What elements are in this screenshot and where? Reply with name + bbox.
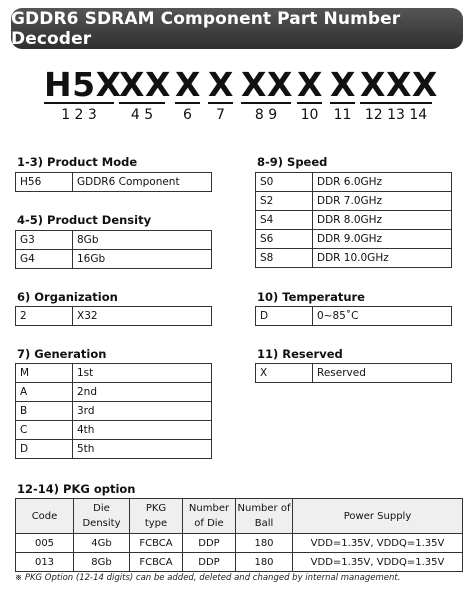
- value-cell: DDR 10.0GHz: [313, 249, 452, 268]
- power-supply-cell: VDD=1.35V, VDDQ=1.35V: [293, 534, 463, 553]
- code-cell: X: [256, 364, 313, 383]
- reserved-table: [255, 363, 452, 383]
- number-of-die-cell: DDP: [183, 553, 236, 572]
- temperature-table: [255, 306, 452, 326]
- number-of-die-cell: DDP: [183, 534, 236, 553]
- table-row: [16, 231, 212, 250]
- reserved-heading: 11) Reserved: [257, 347, 343, 361]
- temperature-heading: 10) Temperature: [257, 290, 365, 304]
- table-row: [16, 421, 212, 440]
- table-row: [16, 534, 463, 553]
- value-cell: DDR 8.0GHz: [313, 211, 452, 230]
- product-mode-heading: 1-3) Product Mode: [17, 155, 138, 169]
- value-cell: DDR 6.0GHz: [313, 173, 452, 192]
- code-cell: S4: [256, 211, 313, 230]
- die-density-cell: 8Gb: [74, 553, 130, 572]
- table-row: [256, 249, 452, 268]
- power-supply-cell: VDD=1.35V, VDDQ=1.35V: [293, 553, 463, 572]
- code-cell: S2: [256, 192, 313, 211]
- code-cell: A: [16, 383, 73, 402]
- table-row: [256, 364, 452, 383]
- code-cell: D: [256, 307, 313, 326]
- table-row: [256, 211, 452, 230]
- value-cell: 8Gb: [73, 231, 212, 250]
- table-row: [16, 440, 212, 459]
- code-cell: D: [16, 440, 73, 459]
- code-cell: M: [16, 364, 73, 383]
- value-cell: GDDR6 Component: [73, 173, 212, 192]
- table-header-row: [16, 499, 463, 534]
- pkg-option-table: [15, 498, 463, 572]
- value-cell: DDR 9.0GHz: [313, 230, 452, 249]
- value-cell: 5th: [73, 440, 212, 459]
- value-cell: 1st: [73, 364, 212, 383]
- value-cell: 3rd: [73, 402, 212, 421]
- value-cell: 2nd: [73, 383, 212, 402]
- table-row: [16, 364, 212, 383]
- code-cell: H56: [16, 173, 73, 192]
- value-cell: 0~85˚C: [313, 307, 452, 326]
- code-cell: G3: [16, 231, 73, 250]
- page-title: GDDR6 SDRAM Component Part Number Decoder: [11, 8, 463, 49]
- column-header-die-density: Die Density: [74, 499, 130, 534]
- pattern-segment-11: X 11: [330, 65, 356, 123]
- generation-heading: 7) Generation: [17, 347, 107, 361]
- die-density-cell: 4Gb: [74, 534, 130, 553]
- product-density-heading: 4-5) Product Density: [17, 213, 152, 227]
- column-header-pkg-type: PKG type: [130, 499, 183, 534]
- generation-table: [15, 363, 212, 459]
- table-row: [256, 230, 452, 249]
- table-row: [16, 250, 212, 269]
- column-header-number-of-die: Number of Die: [183, 499, 236, 534]
- table-row: [256, 307, 452, 326]
- table-row: [16, 173, 212, 192]
- footnote: ※ PKG Option (12-14 digits) can be added, deleted and changed by internal management.: [15, 573, 401, 583]
- speed-table: [255, 172, 452, 268]
- number-of-ball-cell: 180: [236, 534, 293, 553]
- table-row: [256, 192, 452, 211]
- code-cell: 2: [16, 307, 73, 326]
- speed-heading: 8-9) Speed: [257, 155, 328, 169]
- code-cell: 005: [16, 534, 74, 553]
- pkg-type-cell: FCBCA: [130, 534, 183, 553]
- code-cell: S0: [256, 173, 313, 192]
- value-cell: 16Gb: [73, 250, 212, 269]
- pattern-segment-1-3: H5X 1 2 3: [44, 65, 122, 123]
- organization-heading: 6) Organization: [17, 290, 118, 304]
- table-row: [256, 173, 452, 192]
- column-header-power-supply: Power Supply: [293, 499, 463, 534]
- value-cell: DDR 7.0GHz: [313, 192, 452, 211]
- column-header-code: Code: [16, 499, 74, 534]
- number-of-ball-cell: 180: [236, 553, 293, 572]
- value-cell: 4th: [73, 421, 212, 440]
- value-cell: Reserved: [313, 364, 452, 383]
- code-cell: S6: [256, 230, 313, 249]
- product-density-table: [15, 230, 212, 269]
- pattern-segment-7: X 7: [208, 65, 234, 123]
- table-row: [16, 402, 212, 421]
- table-row: [16, 307, 212, 326]
- pattern-segment-10: X 10: [297, 65, 323, 123]
- table-row: [16, 383, 212, 402]
- table-row: [16, 553, 463, 572]
- pattern-segment-4-5: XX 4 5: [119, 65, 171, 123]
- code-cell: G4: [16, 250, 73, 269]
- code-cell: 013: [16, 553, 74, 572]
- pattern-segment-12-14: XXX 12 13 14: [360, 65, 438, 123]
- column-header-number-of-ball: Number of Ball: [236, 499, 293, 534]
- code-cell: B: [16, 402, 73, 421]
- pkg-type-cell: FCBCA: [130, 553, 183, 572]
- pattern-segment-6: X 6: [175, 65, 201, 123]
- pkg-option-heading: 12-14) PKG option: [17, 482, 136, 496]
- product-mode-table: [15, 172, 212, 192]
- value-cell: X32: [73, 307, 212, 326]
- code-cell: S8: [256, 249, 313, 268]
- code-cell: C: [16, 421, 73, 440]
- pattern-segment-8-9: XX 8 9: [241, 65, 293, 123]
- organization-table: [15, 306, 212, 326]
